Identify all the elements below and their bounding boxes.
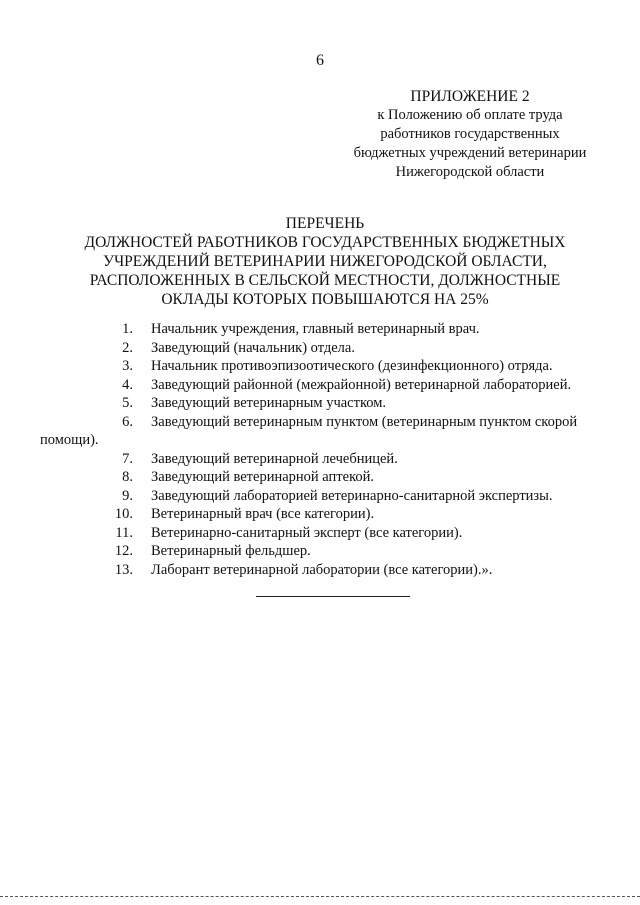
appendix-heading: ПРИЛОЖЕНИЕ 2 <box>410 88 530 105</box>
item-number: 6. <box>122 413 133 430</box>
appendix-line: бюджетных учреждений ветеринарии <box>353 145 587 161</box>
item-text: Ветеринарный врач (все категории). <box>151 506 375 522</box>
item-number: 7. <box>122 450 133 467</box>
item-text: Заведующий лабораторией ветеринарно-санитарной экспертизы. <box>151 487 553 504</box>
page-number: 6 <box>316 52 324 69</box>
scan-edge <box>0 896 640 897</box>
list-item <box>60 542 600 561</box>
title-line: ПЕРЕЧЕНЬ <box>285 215 365 232</box>
list-item <box>60 468 600 487</box>
item-number: 4. <box>122 376 133 393</box>
list-item <box>60 487 600 506</box>
item-text: Заведующий ветеринарным участком. <box>151 395 387 411</box>
list-item <box>60 450 600 469</box>
list-item <box>60 357 600 376</box>
item-text: Лаборант ветеринарной лаборатории (все категории).». <box>151 561 493 578</box>
item-text: Заведующий ветеринарной лечебницей. <box>151 450 398 467</box>
item-text: Заведующий районной (межрайонной) ветеринарной лабораторией. <box>151 376 572 393</box>
item-number: 3. <box>122 358 133 374</box>
title-line: ДОЛЖНОСТЕЙ РАБОТНИКОВ ГОСУДАРСТВЕННЫХ БЮДЖЕТНЫХ <box>84 234 566 251</box>
item-number: 9. <box>122 487 133 504</box>
list-item <box>60 505 600 524</box>
item-text: Начальник учреждения, главный ветеринарный врач. <box>151 321 480 337</box>
item-text: Заведующий (начальник) отдела. <box>151 339 355 356</box>
list-item <box>60 524 600 543</box>
item-number: 2. <box>122 339 133 356</box>
item-text: Начальник противоэпизоотического (дезинфекционного) отряда. <box>151 358 553 374</box>
list-item <box>60 394 600 413</box>
item-number: 8. <box>122 469 133 485</box>
appendix-line: Нижегородской области <box>395 164 545 180</box>
list-item <box>60 320 600 339</box>
list-item <box>40 413 600 450</box>
appendix-block <box>340 87 600 182</box>
title-line: УЧРЕЖДЕНИЙ ВЕТЕРИНАРИИ НИЖЕГОРОДСКОЙ ОБЛАСТИ, <box>103 253 547 270</box>
appendix-line: к Положению об оплате труда <box>377 107 563 123</box>
list-item <box>60 339 600 358</box>
item-text: Заведующий ветеринарной аптекой. <box>151 469 375 485</box>
item-number: 10. <box>114 506 133 522</box>
title-line: ОКЛАДЫ КОТОРЫХ ПОВЫШАЮТСЯ НА 25% <box>161 291 489 308</box>
item-text: Заведующий ветеринарным пунктом (ветеринарным пунктом скорой <box>151 413 578 430</box>
separator-line <box>256 596 410 597</box>
item-number: 1. <box>122 321 133 337</box>
position-list <box>40 320 600 579</box>
title-line: РАСПОЛОЖЕННЫХ В СЕЛЬСКОЙ МЕСТНОСТИ, ДОЛЖНОСТНЫЕ <box>89 272 561 289</box>
item-number: 13. <box>114 561 133 578</box>
item-text: Ветеринарно-санитарный эксперт (все категории). <box>151 524 463 541</box>
list-item <box>60 561 600 580</box>
appendix-line: работников государственных <box>380 126 560 142</box>
item-number: 5. <box>122 395 133 411</box>
item-number: 12. <box>114 543 133 559</box>
item-text: Ветеринарный фельдшер. <box>151 543 311 559</box>
item-text-continuation: помощи). <box>40 432 99 448</box>
document-title <box>60 214 590 309</box>
item-number: 11. <box>115 524 133 541</box>
list-item <box>60 376 600 395</box>
